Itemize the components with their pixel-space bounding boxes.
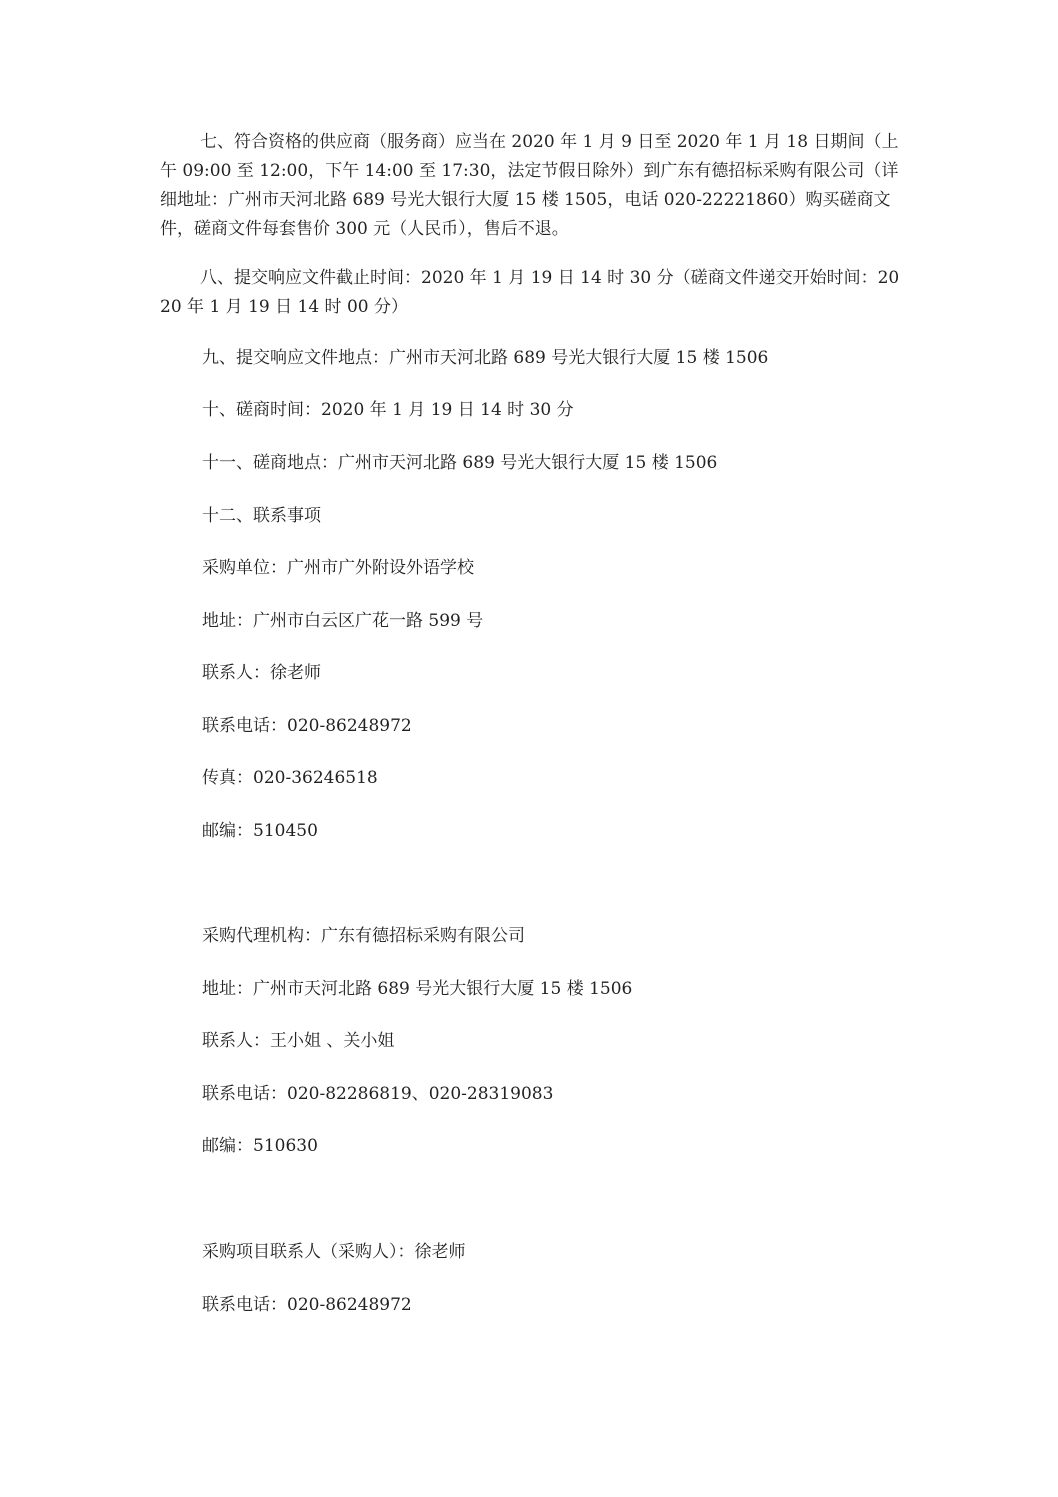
purchaser-phone: 联系电话：020-86248972 [202, 716, 412, 736]
agency-contact: 联系人：王小姐 、关小姐 [202, 1031, 395, 1051]
agency-postcode: 邮编：510630 [202, 1136, 318, 1156]
agency-name: 采购代理机构：广东有德招标采购有限公司 [202, 926, 525, 946]
purchaser-contact: 联系人：徐老师 [202, 663, 321, 683]
section-12-contact-heading: 十二、联系事项 [202, 506, 321, 526]
section-11-negotiation-location: 十一、磋商地点：广州市天河北路 689 号光大银行大厦 15 楼 1506 [202, 453, 718, 473]
section-10-negotiation-time: 十、磋商时间：2020 年 1 月 19 日 14 时 30 分 [202, 400, 574, 420]
project-contact-person: 采购项目联系人（采购人）：徐老师 [202, 1242, 466, 1262]
purchaser-postcode: 邮编：510450 [202, 821, 318, 841]
project-contact-phone: 联系电话：020-86248972 [202, 1295, 412, 1315]
purchaser-fax: 传真：020-36246518 [202, 768, 378, 788]
agency-phone: 联系电话：020-82286819、020-28319083 [202, 1084, 554, 1104]
section-7-purchase-documents: 七、符合资格的供应商（服务商）应当在 2020 年 1 月 9 日至 2020 年 1 月 18 日期间（上午 09:00 至 12:00，下午 14:00 至 17:30，法定节假日除外）到广东有德招标采购有限公司（详细地址：广州市天河北路 689 号光大银行大厦 15 楼 1505，电话 020-22221860）购买磋商文件，磋商文件每套售价 300 元（人民币），售后不退。 [160, 132, 899, 239]
agency-address: 地址：广州市天河北路 689 号光大银行大厦 15 楼 1506 [202, 979, 633, 999]
purchaser-unit: 采购单位：广州市广外附设外语学校 [202, 558, 474, 578]
section-8-submission-deadline: 八、提交响应文件截止时间：2020 年 1 月 19 日 14 时 30 分（磋商文件递交开始时间：2020 年 1 月 19 日 14 时 00 分） [160, 268, 900, 317]
purchaser-address: 地址：广州市白云区广花一路 599 号 [202, 611, 484, 631]
section-9-submission-location: 九、提交响应文件地点：广州市天河北路 689 号光大银行大厦 15 楼 1506 [202, 348, 769, 368]
